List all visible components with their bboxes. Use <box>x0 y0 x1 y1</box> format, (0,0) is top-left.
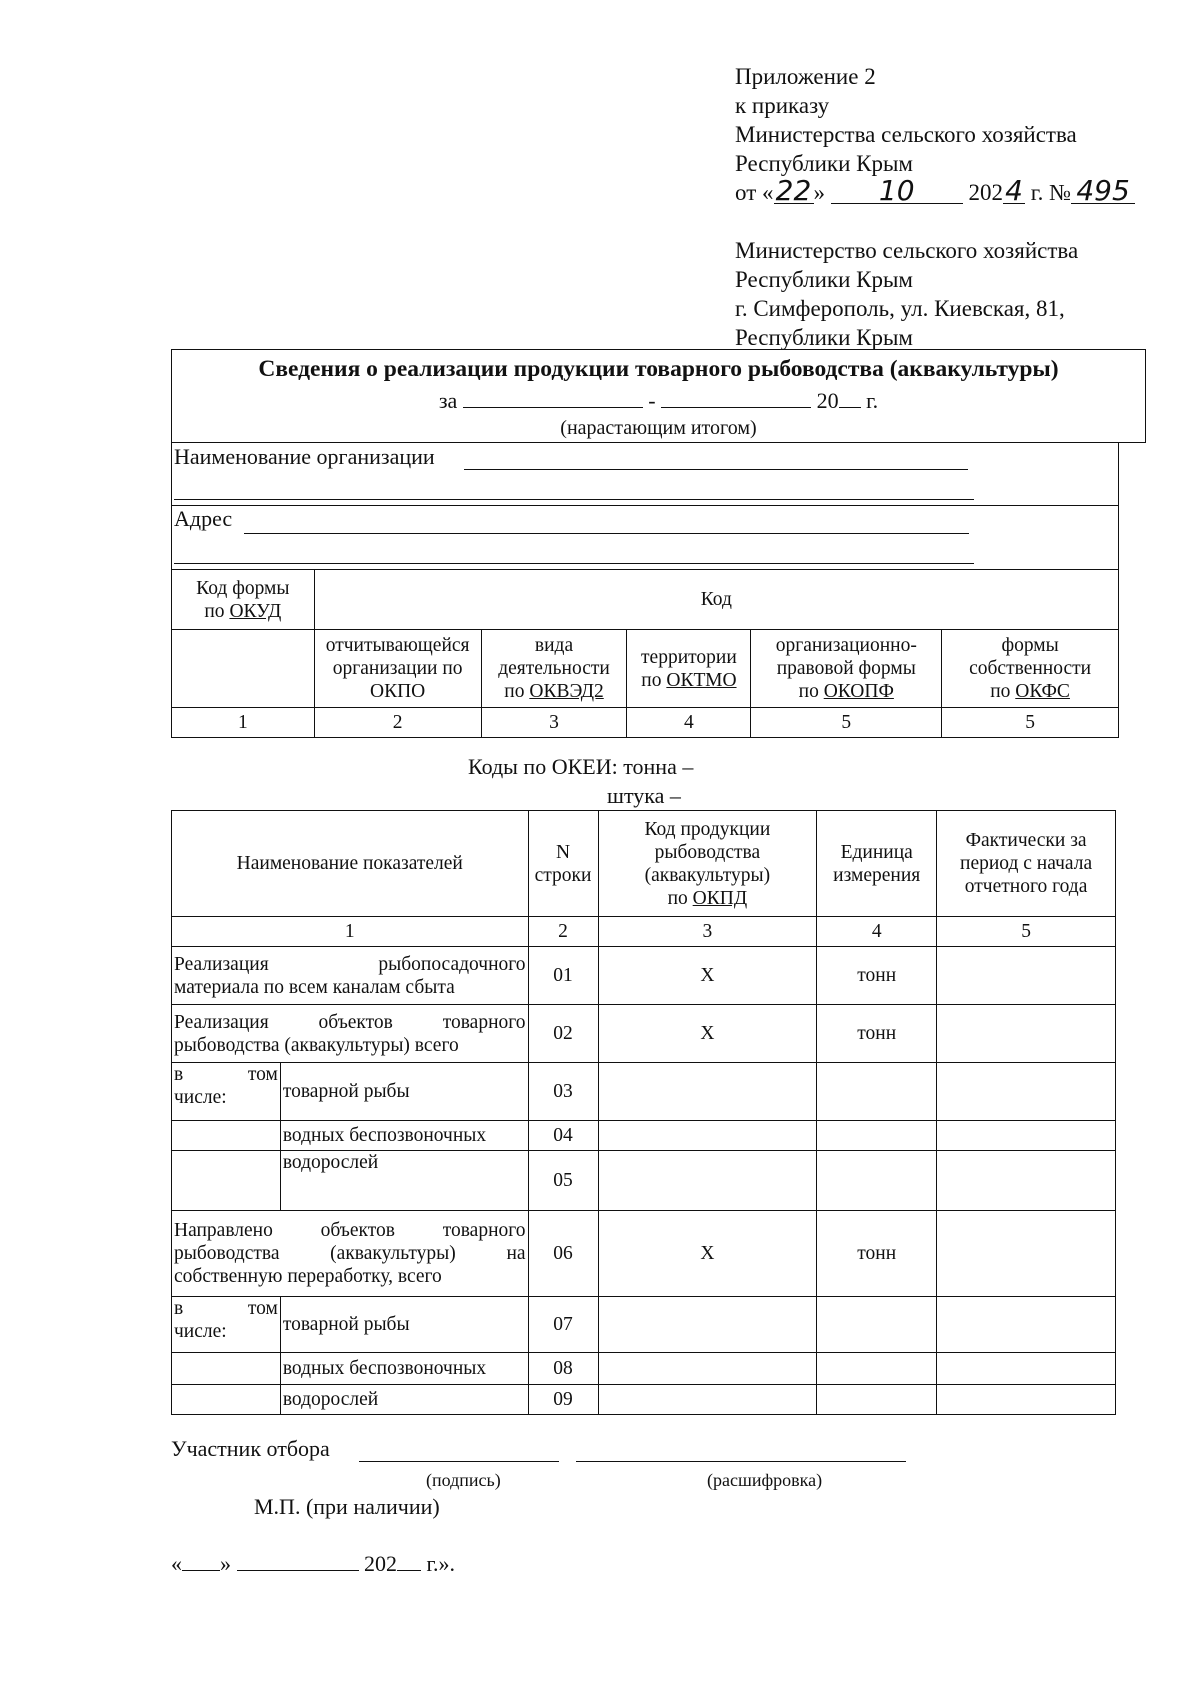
signature-caption: (подпись) <box>426 1470 501 1490</box>
row-04-code[interactable] <box>598 1121 817 1151</box>
appendix-header <box>735 62 1135 207</box>
period-prefix: за <box>438 388 458 413</box>
row-08-blank <box>172 1353 281 1385</box>
date-year-prefix: 202 <box>364 1551 397 1576</box>
codes-col-number: 5 <box>942 708 1119 738</box>
okved-line-3 <box>484 680 625 703</box>
code-header: Код <box>314 570 1118 630</box>
okved-prefix: по <box>504 681 530 702</box>
okved-line-1: вида <box>534 635 574 656</box>
table-row <box>172 1385 1116 1415</box>
row-02-code: X <box>598 1005 817 1063</box>
row-09-number: 09 <box>528 1385 598 1415</box>
decode-caption: (расшифровка) <box>707 1470 823 1490</box>
row-06-unit: тонн <box>817 1211 937 1297</box>
row-09-blank <box>172 1385 281 1415</box>
header-actual-2: период с начала <box>960 853 1093 874</box>
row-06-name <box>172 1211 529 1297</box>
header-indicator-name: Наименование показателей <box>172 811 529 917</box>
period-dash: - <box>648 388 656 413</box>
oktmo-link[interactable]: ОКТМО <box>666 669 737 691</box>
including-label-2: числе: <box>174 1321 227 1342</box>
row-04-name: водных беспозвоночных <box>280 1121 528 1151</box>
okpo-line-2: организации по <box>332 658 463 679</box>
report-period <box>172 388 1145 414</box>
okpd-prefix: по <box>667 887 693 909</box>
row-08-name: водных беспозвоночных <box>280 1353 528 1385</box>
oktmo-header <box>627 630 751 708</box>
row-01-name-1: Реализация рыбопосадочного <box>174 953 526 975</box>
okpd-link[interactable]: ОКПД <box>692 887 748 909</box>
stamp-note: М.П. (при наличии) <box>254 1494 440 1519</box>
okud-header <box>172 570 315 630</box>
table-row <box>172 1121 1116 1151</box>
row-06-number: 06 <box>528 1211 598 1297</box>
header-actual-3: отчетного года <box>964 876 1088 897</box>
row-07-unit[interactable] <box>817 1297 937 1353</box>
row-05-value[interactable] <box>937 1151 1116 1211</box>
order-date-line <box>735 174 1135 207</box>
row-08-value[interactable] <box>937 1353 1116 1385</box>
date-month-field[interactable] <box>237 1550 359 1571</box>
row-07-number: 07 <box>528 1297 598 1353</box>
header-unit-1: Единица <box>840 841 913 863</box>
okfs-line-1: формы <box>1001 635 1059 656</box>
okpo-line-1: отчитывающейся <box>325 635 470 656</box>
header-product-code-2: рыбоводства <box>654 841 761 863</box>
row-07-name: товарной рыбы <box>280 1297 528 1353</box>
period-year-prefix: 20 <box>816 388 839 413</box>
row-07-value[interactable] <box>937 1297 1116 1353</box>
row-01-name <box>172 947 529 1005</box>
table-row <box>172 947 1116 1005</box>
row-08-unit[interactable] <box>817 1353 937 1385</box>
row-04-value[interactable] <box>937 1121 1116 1151</box>
codes-table <box>171 569 1119 738</box>
appendix-to-order: к приказу <box>735 93 830 118</box>
header-product-code-4 <box>601 887 815 910</box>
row-06-name-2: рыбоводства (аквакультуры) на <box>174 1243 526 1264</box>
order-day-handwritten: 22 <box>774 179 814 204</box>
row-05-number: 05 <box>528 1151 598 1211</box>
order-day-close: » <box>813 180 825 205</box>
org-name-field[interactable] <box>464 469 968 470</box>
row-03-value[interactable] <box>937 1063 1116 1121</box>
codes-col-number: 4 <box>627 708 751 738</box>
appendix-republic: Республики Крым <box>735 151 913 176</box>
okpo-line-3: ОКПО <box>370 681 426 702</box>
row-03-number: 03 <box>528 1063 598 1121</box>
form-title: Сведения о реализации продукции товарного рыбоводства (аквакультуры) <box>258 356 1059 382</box>
codes-col-number: 2 <box>314 708 481 738</box>
period-year-suffix: г. <box>866 388 879 413</box>
okved-header <box>481 630 627 708</box>
recipient-line-1: Министерство сельского хозяйства <box>735 238 1079 263</box>
form-title-box <box>171 349 1146 443</box>
order-year-prefix: 202 <box>968 180 1003 205</box>
row-01-code: X <box>598 947 817 1005</box>
org-name-field-line-2[interactable] <box>174 499 974 500</box>
row-09-code[interactable] <box>598 1385 817 1415</box>
order-year-suffix: г. № <box>1025 180 1072 205</box>
header-product-code <box>598 811 817 917</box>
participant-label: Участник отбора <box>171 1436 330 1461</box>
row-06-name-1: Направлено объектов товарного <box>174 1220 526 1241</box>
including-label-1: в том <box>174 1064 278 1085</box>
date-suffix: г.». <box>426 1551 456 1576</box>
address-field[interactable] <box>244 533 969 534</box>
period-end-field[interactable] <box>661 389 811 408</box>
table-row <box>172 1211 1116 1297</box>
row-08-number: 08 <box>528 1353 598 1385</box>
okfs-link[interactable]: ОКФС <box>1015 681 1070 702</box>
recipient-address <box>735 236 1078 352</box>
row-06-code: X <box>598 1211 817 1297</box>
signature-field[interactable] <box>359 1461 559 1462</box>
table-row <box>172 1297 1116 1353</box>
oktmo-line-2 <box>629 669 748 692</box>
address-field-line-2[interactable] <box>174 563 974 564</box>
recipient-line-2: Республики Крым <box>735 267 913 292</box>
row-02-name-2: рыбоводства (аквакультуры) всего <box>174 1034 459 1056</box>
okud-prefix: по <box>204 600 230 622</box>
signature-date <box>171 1550 455 1577</box>
okud-header-line-2 <box>174 600 312 623</box>
row-04-blank <box>172 1121 281 1151</box>
row-01-name-2: материала по всем каналам сбыта <box>174 976 455 998</box>
address-label: Адрес <box>174 506 233 531</box>
order-number-handwritten: 495 <box>1071 179 1135 204</box>
okved-link[interactable]: ОКВЭД2 <box>529 681 604 702</box>
header-product-code-1: Код продукции <box>644 818 771 840</box>
okopf-line-2: правовой формы <box>776 658 916 679</box>
organization-block <box>171 442 1119 570</box>
oktmo-prefix: по <box>641 669 667 691</box>
row-01-value[interactable] <box>937 947 1116 1005</box>
row-05-blank <box>172 1151 281 1211</box>
oktmo-line-1: территории <box>641 646 737 668</box>
okpo-header <box>314 630 481 708</box>
row-04-unit[interactable] <box>817 1121 937 1151</box>
okfs-line-3 <box>944 680 1116 703</box>
order-year-handwritten: 4 <box>1003 179 1025 204</box>
org-divider <box>172 505 1118 506</box>
header-row-number <box>528 811 598 917</box>
okud-value-cell[interactable] <box>172 630 315 708</box>
header-product-code-3: (аквакультуры) <box>644 864 771 886</box>
okopf-line-3 <box>753 680 939 703</box>
header-unit <box>817 811 937 917</box>
okfs-header <box>942 630 1119 708</box>
header-row-number-2: строки <box>534 864 592 886</box>
header-actual-1: Фактически за <box>965 830 1087 851</box>
main-table <box>171 810 1116 1415</box>
row-06-value[interactable] <box>937 1211 1116 1297</box>
row-09-name: водорослей <box>280 1385 528 1415</box>
row-03-code[interactable] <box>598 1063 817 1121</box>
org-name-label: Наименование организации <box>174 444 435 469</box>
row-07-including <box>172 1297 281 1353</box>
row-07-code[interactable] <box>598 1297 817 1353</box>
signature-decode-field[interactable] <box>576 1461 906 1462</box>
row-05-name: водорослей <box>280 1151 528 1211</box>
row-01-unit: тонн <box>817 947 937 1005</box>
appendix-number: Приложение 2 <box>735 64 876 89</box>
okopf-prefix: по <box>798 681 824 702</box>
okfs-line-2: собственности <box>969 658 1092 679</box>
table-row <box>172 1005 1116 1063</box>
header-actual <box>937 811 1116 917</box>
okei-piece: штука – <box>607 783 681 808</box>
row-02-name <box>172 1005 529 1063</box>
including-label-1: в том <box>174 1298 278 1319</box>
codes-col-number: 3 <box>481 708 627 738</box>
order-date-prefix: от « <box>735 180 774 205</box>
okud-link[interactable]: ОКУД <box>229 600 282 622</box>
header-unit-2: измерения <box>833 864 921 886</box>
okud-header-line-1: Код формы <box>196 577 290 599</box>
row-02-unit: тонн <box>817 1005 937 1063</box>
period-start-field[interactable] <box>463 389 643 408</box>
okfs-prefix: по <box>990 681 1016 702</box>
row-06-name-3: собственную переработку, всего <box>174 1266 442 1287</box>
table-row <box>172 1063 1116 1121</box>
cumulative-note: (нарастающим итогом) <box>560 417 757 439</box>
row-04-number: 04 <box>528 1121 598 1151</box>
codes-col-number: 1 <box>172 708 315 738</box>
table-row <box>172 1353 1116 1385</box>
date-day-field[interactable] <box>182 1550 220 1571</box>
row-03-including <box>172 1063 281 1121</box>
date-close-quote: » <box>220 1551 231 1576</box>
recipient-line-4: Республики Крым <box>735 325 913 350</box>
okei-tonne: Коды по ОКЕИ: тонна – <box>468 754 694 779</box>
main-col-number: 5 <box>937 917 1116 947</box>
row-09-value[interactable] <box>937 1385 1116 1415</box>
row-05-code[interactable] <box>598 1151 817 1211</box>
row-02-value[interactable] <box>937 1005 1116 1063</box>
including-label-2: числе: <box>174 1087 227 1108</box>
recipient-line-3: г. Симферополь, ул. Киевская, 81, <box>735 296 1065 321</box>
main-col-number: 1 <box>172 917 529 947</box>
header-row-number-1: N <box>555 841 571 863</box>
row-03-unit[interactable] <box>817 1063 937 1121</box>
main-col-number: 2 <box>528 917 598 947</box>
row-05-unit[interactable] <box>817 1151 937 1211</box>
row-02-name-1: Реализация объектов товарного <box>174 1011 526 1033</box>
codes-col-number: 5 <box>751 708 942 738</box>
row-02-number: 02 <box>528 1005 598 1063</box>
table-row <box>172 1151 1116 1211</box>
okved-line-2: деятельности <box>498 658 610 679</box>
okopf-line-1: организационно- <box>775 635 917 656</box>
main-col-number: 4 <box>817 917 937 947</box>
row-09-unit[interactable] <box>817 1385 937 1415</box>
row-03-name: товарной рыбы <box>280 1063 528 1121</box>
okopf-link[interactable]: ОКОПФ <box>823 681 894 702</box>
okopf-header <box>751 630 942 708</box>
appendix-ministry: Министерства сельского хозяйства <box>735 122 1077 147</box>
period-year-field[interactable] <box>839 389 861 408</box>
order-month-handwritten: 10 <box>831 179 963 204</box>
row-08-code[interactable] <box>598 1353 817 1385</box>
main-col-number: 3 <box>598 917 817 947</box>
date-open-quote: « <box>171 1551 182 1576</box>
date-year-field[interactable] <box>397 1550 421 1571</box>
row-01-number: 01 <box>528 947 598 1005</box>
